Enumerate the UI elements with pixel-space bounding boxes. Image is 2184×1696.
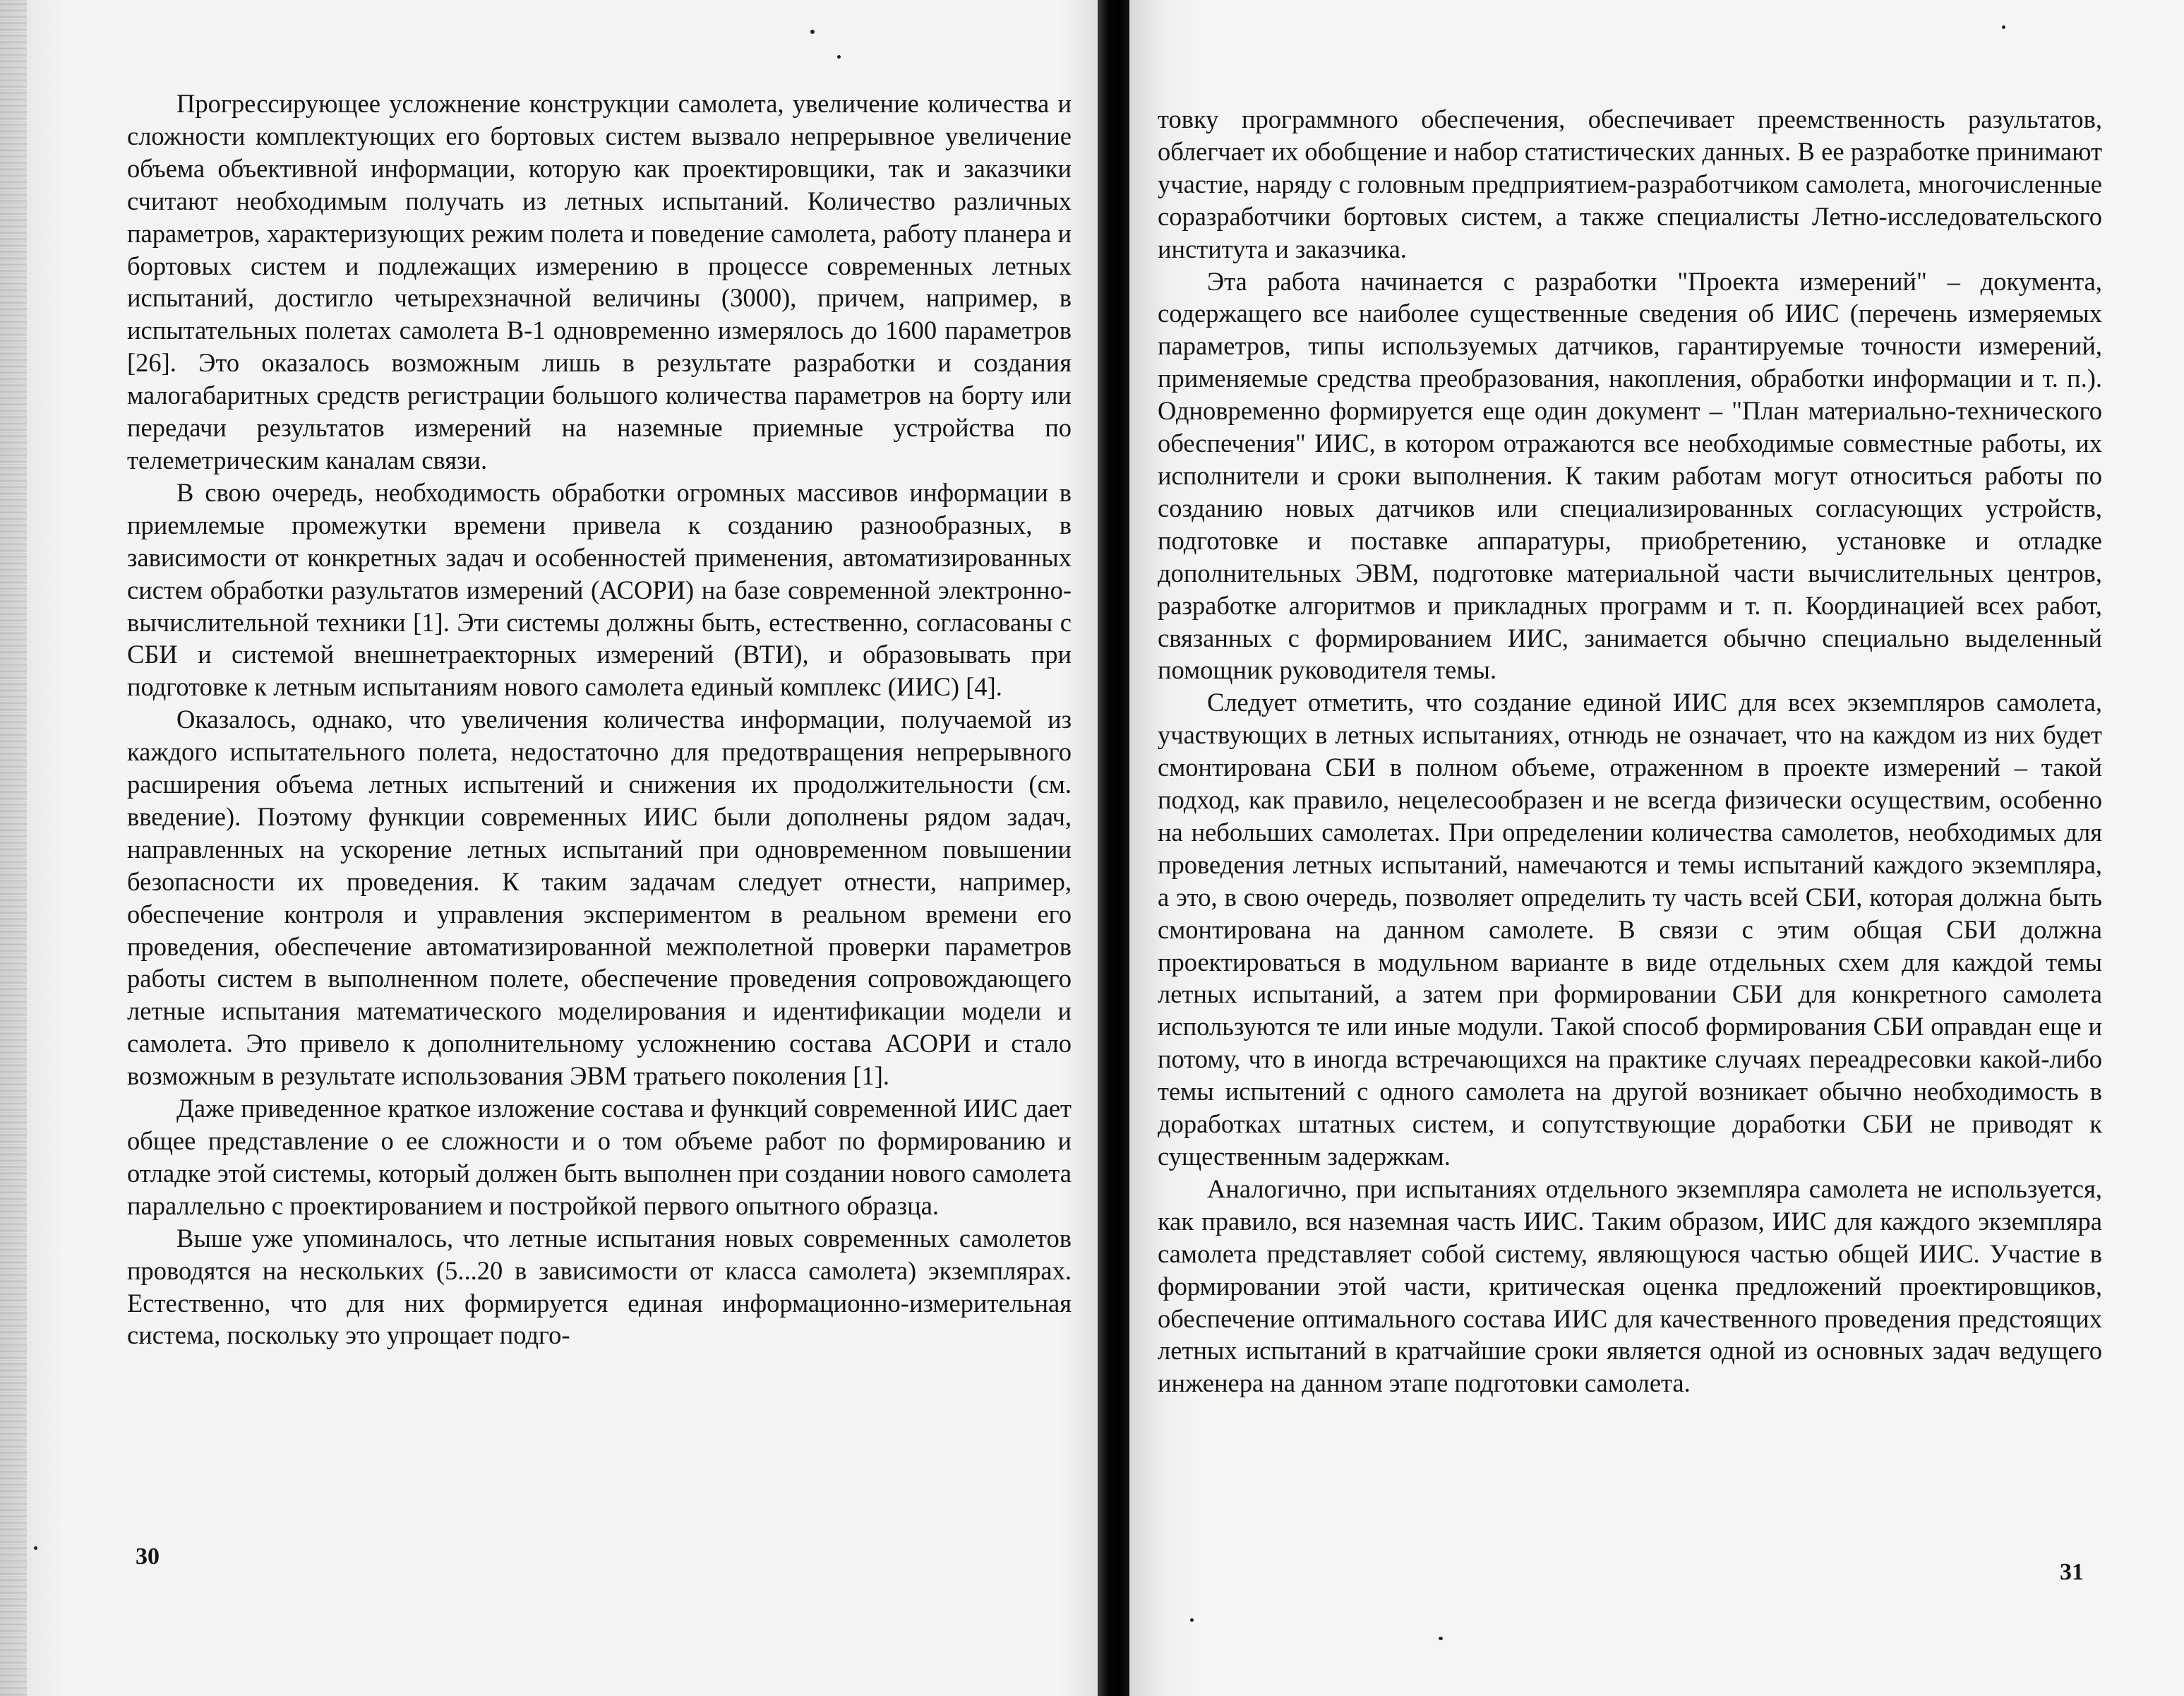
- scan-speck: [810, 30, 815, 34]
- page-edge-shadow: [0, 0, 27, 1696]
- scan-speck: [1439, 1637, 1443, 1640]
- page-number-right: 31: [2060, 1559, 2084, 1585]
- paragraph: Следует отметить, что создание единой ИИС для всех экземпляров самолета, участвующих в летных испытаниях, отнюдь не означает, что на каждом из них будет смонтирована СБИ в полном объеме, отраженном в проекте измерений – такой подход, как правило, нецелесообразен и не всегда физически осуществим, особенно на небольших самолетах. При определении количества самолетов, необходимых для проведения летных испытаний, намечаются и темы испытаний каждого экземпляра, а это, в свою очередь, позволяет определить ту часть всей СБИ, которая должна быть смонтирована на данном самолете. В связи с этим общая СБИ должна проектироваться в модульном варианте в виде отдельных схем для каждой темы летных испытаний, а затем при формировании СБИ для конкретного самолета используются те или иные модули. Такой способ формирования СБИ оправдан еще и потому, что в иногда встречающихся на практике случаях переадресовки какой-либо темы испытений с одного самолета на другой возникает обычно необходимость в доработках штатных систем, и сопутствующие доработки СБИ не приводят к существенным задержкам.: [1158, 688, 2102, 1171]
- paragraph: Даже приведенное краткое изложение состава и функций современной ИИС дает общее представление о ее сложности и о том объеме работ по формированию и отладке этой системы, который должен быть выполнен при создании нового самолета параллельно с проектированием и постройкой первого опытного образца.: [127, 1094, 1072, 1220]
- book-gutter: [1098, 0, 1133, 1696]
- paragraph: Эта работа начинается с разработки "Проекта измерений" – документа, содержащего все наиболее существенные сведения об ИИС (перечень измеряемых параметров, типы используемых датчиков, гарантируемые точности измерений, применяемые средства преобразования, накопления, обработки информации и т. п.). Одновременно формируется еще один документ – "План материально-технического обеспечения" ИИС, в котором отражаются все необходимые совместные работы, их исполнители и сроки выполнения. К таким работам могут относиться работы по созданию новых датчиков или специализированных согласующих устройств, подготовке и поставке аппаратуры, приобретению, установке и отладке дополнительных ЭВМ, подготовке материальной части вычислительных центров, разработке алгоритмов и прикладных программ и т. п. Координацией всех работ, связанных с формированием ИИС, занимается обычно специально выделенный помощник руководителя темы.: [1158, 266, 2102, 685]
- paragraph: Выше уже упоминалось, что летные испытания новых современных самолетов проводятся на нескольких (5...20 в зависимости от класса самолета) экземплярах. Естественно, что для них формируется единая информационно-измерительная система, поскольку это упрощает подго-: [127, 1223, 1072, 1350]
- paragraph: В свою очередь, необходимость обработки огромных массивов информации в приемлемые промежутки времени привела к созданию разнообразных, в зависимости от конкретных задач и особенностей применения, автоматизированных систем обработки разультатов измерений (АСОРИ) на базе современной электронно-вычислительной техники [1]. Эти системы должны быть, естественно, согласованы с СБИ и системой внешнетраекторных измерений (ВТИ), и образовывать при подготовке к летным испытаниям нового самолета единый комплекс (ИИС) [4].: [127, 477, 1072, 702]
- scan-speck: [837, 55, 841, 59]
- page-number-left: 30: [136, 1543, 160, 1570]
- paragraph: Прогрессирующее усложнение конструкции самолета, увеличение количества и сложности комплектующих его бортовых систем вызвало непрерывное увеличение объема объективной информации, которую как проектировщики, так и заказчики считают необходимым получать из летных испытаний. Количество различных параметров, характеризующих режим полета и поведение самолета, работу планера и бортовых систем и подлежащих измерению в процессе современных летных испытаний, достигло четырехзначной величины (3000), причем, например, в испытательных полетах самолета В-1 одновременно измерялось до 1600 параметров [26]. Это оказалось возможным лишь в результате разработки и создания малогабаритных средств регистрации большого количества параметров на борту или передачи результатов измерений на наземные приемные устройства по телеметрическим каналам связи.: [127, 89, 1072, 474]
- scan-speck: [2002, 25, 2005, 29]
- right-page: [1129, 0, 2184, 1696]
- right-page-text: [1158, 103, 2102, 1399]
- paragraph: товку программного обеспечения, обеспечивает преемственность разультатов, облегчает их обобщение и набор статистических данных. В ее разработке принимают участие, наряду с головным предприятием-разработчиком самолета, многочисленные соразработчики бортовых систем, а также специалисты Летно-исследовательского института и заказчика.: [1158, 104, 2102, 263]
- paragraph: Оказалось, однако, что увеличения количества информации, получаемой из каждого испытательного полета, недостаточно для предотвращения непрерывного расширения объема летных испытений и снижения их продолжительности (см. введение). Поэтому функции современных ИИС были дополнены рядом задач, направленных на ускорение летных испытаний при одновременном повышении безопасности их проведения. К таким задачам следует отнести, например, обеспечение контроля и управления экспериментом в реальном времени его проведения, обеспечение автоматизированной межполетной проверки параметров работы систем в выполненном полете, обеспечение проведения сопровождающего летные испытания математического моделирования и идентификации модели и самолета. Это привело к дополнительному усложнению состава АСОРИ и стало возможным в результате использования ЭВМ тратьего поколения [1].: [127, 705, 1072, 1091]
- scan-speck: [34, 1546, 37, 1550]
- left-page-text: [127, 88, 1072, 1351]
- scan-speck: [1190, 1618, 1194, 1622]
- paragraph: Аналогично, при испытаниях отдельного экземпляра самолета не используется, как правило, вся наземная часть ИИС. Таким образом, ИИС для каждого экземпляра самолета представляет собой систему, являющуюся частью общей ИИС. Участие в формировании этой части, критическая оценка предложений проектировщиков, обеспечение оптимального состава ИИС для качественного проведения предстоящих летных испытаний в кратчайшие сроки является одной из основных задач ведущего инженера на данном этапе подготовки самолета.: [1158, 1174, 2102, 1398]
